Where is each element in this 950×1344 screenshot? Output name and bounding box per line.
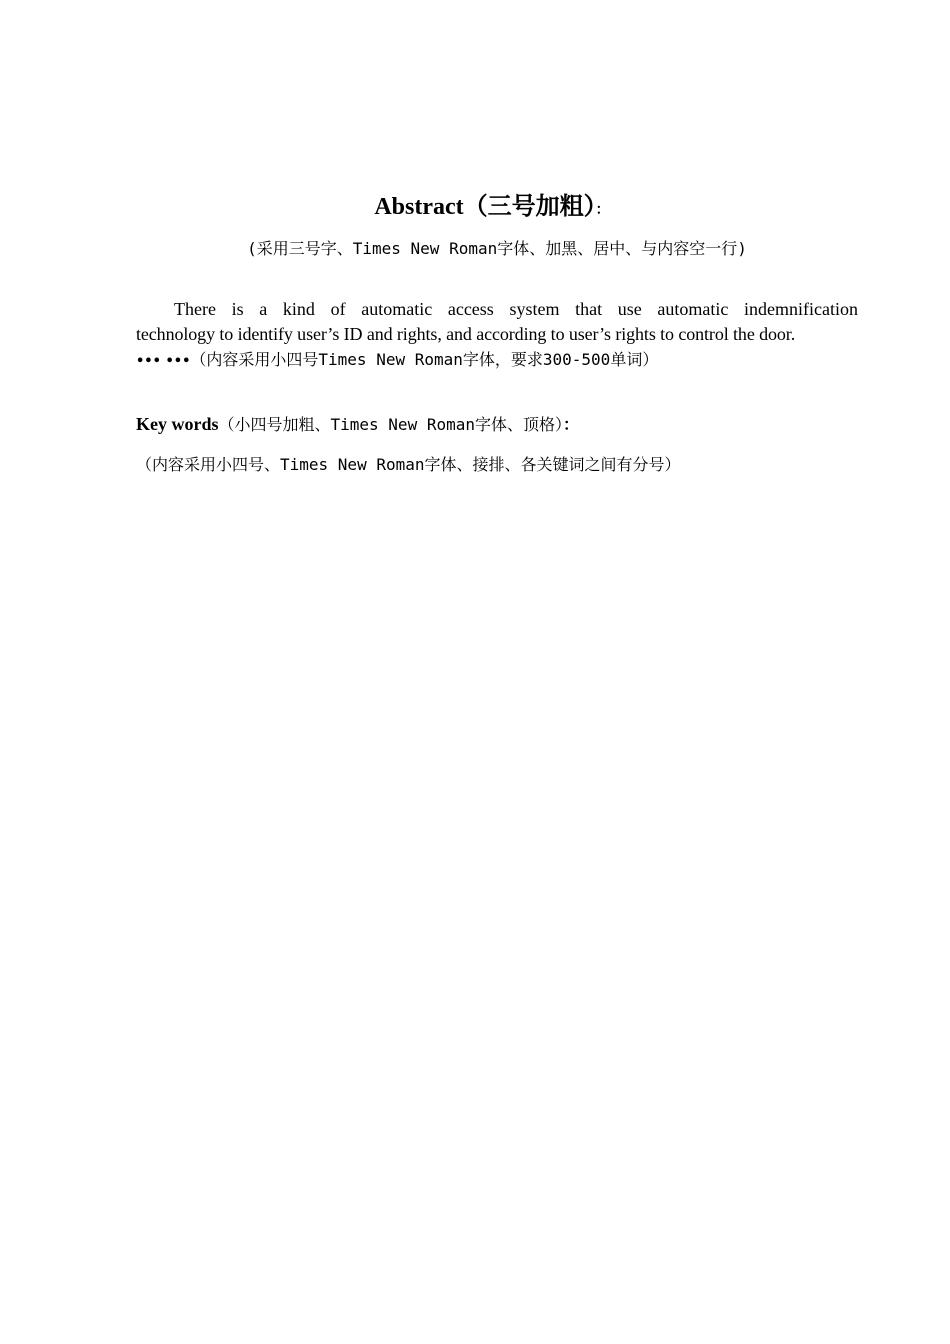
keywords-colon: ： [563,415,580,434]
abstract-format-note-text: (采用三号字、Times New Roman字体、加黑、居中、与内容空一行) [247,239,747,258]
abstract-body-format-note: （内容采用小四号Times New Roman字体，要求300-500单词） [190,350,659,369]
keywords-format-note: （小四号加粗、Times New Roman字体、顶格） [218,415,563,434]
abstract-heading [0,190,950,226]
abstract-body [136,297,858,374]
ellipsis-dots: ••• ••• [136,354,191,369]
abstract-body-line-3 [136,347,858,374]
keywords-label: Key words [136,414,219,434]
abstract-body-line-2: technology to identify user’s ID and rights, and according to user’s rights to control the door. [136,324,796,344]
keywords-content-note: （内容采用小四号、Times New Roman字体、接排、各关键词之间有分号） [136,455,681,474]
abstract-heading-colon: ： [595,202,610,218]
abstract-body-line-1: There is a kind of automatic access system that use automatic indemnification [174,299,858,319]
abstract-heading-text: Abstract [374,194,464,220]
keywords-heading [136,412,579,437]
abstract-format-note [0,237,950,261]
abstract-heading-format: （三号加粗） [463,192,596,220]
